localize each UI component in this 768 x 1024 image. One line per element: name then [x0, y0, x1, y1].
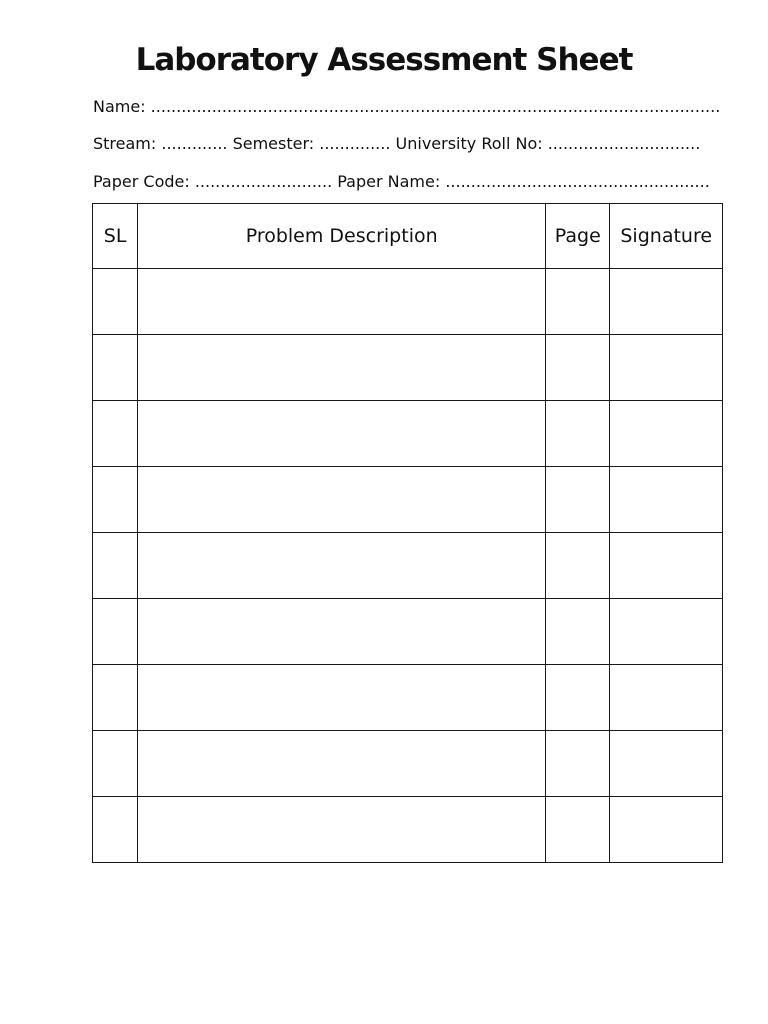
table-header-row — [93, 204, 723, 269]
header-signature: Signature — [610, 204, 723, 269]
cell-problem-description — [138, 335, 546, 401]
cell-signature — [610, 401, 723, 467]
cell-sl — [93, 269, 138, 335]
cell-signature — [610, 269, 723, 335]
cell-problem-description — [138, 401, 546, 467]
header-problem-description: Problem Description — [138, 204, 546, 269]
header-sl: SL — [93, 204, 138, 269]
name-field-line: Name: ................................................................................................................ — [93, 97, 721, 116]
cell-problem-description — [138, 731, 546, 797]
cell-signature — [610, 533, 723, 599]
cell-page — [546, 335, 610, 401]
cell-page — [546, 467, 610, 533]
table-row — [93, 467, 723, 533]
stream-semester-roll-field-line: Stream: ............. Semester: .............. University Roll No: .............................. — [93, 134, 701, 153]
cell-problem-description — [138, 797, 546, 863]
table-row — [93, 599, 723, 665]
table-row — [93, 797, 723, 863]
cell-problem-description — [138, 467, 546, 533]
cell-page — [546, 599, 610, 665]
table-row — [93, 335, 723, 401]
cell-signature — [610, 599, 723, 665]
table-row — [93, 401, 723, 467]
cell-page — [546, 269, 610, 335]
table-row — [93, 731, 723, 797]
cell-sl — [93, 665, 138, 731]
cell-signature — [610, 665, 723, 731]
cell-page — [546, 401, 610, 467]
table-row — [93, 533, 723, 599]
cell-page — [546, 533, 610, 599]
cell-signature — [610, 731, 723, 797]
cell-signature — [610, 467, 723, 533]
cell-sl — [93, 731, 138, 797]
cell-sl — [93, 599, 138, 665]
cell-sl — [93, 797, 138, 863]
cell-sl — [93, 401, 138, 467]
cell-problem-description — [138, 665, 546, 731]
page-title: Laboratory Assessment Sheet — [135, 42, 633, 78]
header-page: Page — [546, 204, 610, 269]
cell-page — [546, 797, 610, 863]
cell-sl — [93, 335, 138, 401]
table-row — [93, 665, 723, 731]
paper-code-name-field-line: Paper Code: ........................... Paper Name: .................................................... — [93, 172, 710, 191]
cell-signature — [610, 335, 723, 401]
cell-problem-description — [138, 599, 546, 665]
table-row — [93, 269, 723, 335]
assessment-table — [92, 203, 723, 863]
cell-sl — [93, 533, 138, 599]
cell-signature — [610, 797, 723, 863]
cell-problem-description — [138, 533, 546, 599]
cell-page — [546, 731, 610, 797]
cell-problem-description — [138, 269, 546, 335]
cell-page — [546, 665, 610, 731]
cell-sl — [93, 467, 138, 533]
